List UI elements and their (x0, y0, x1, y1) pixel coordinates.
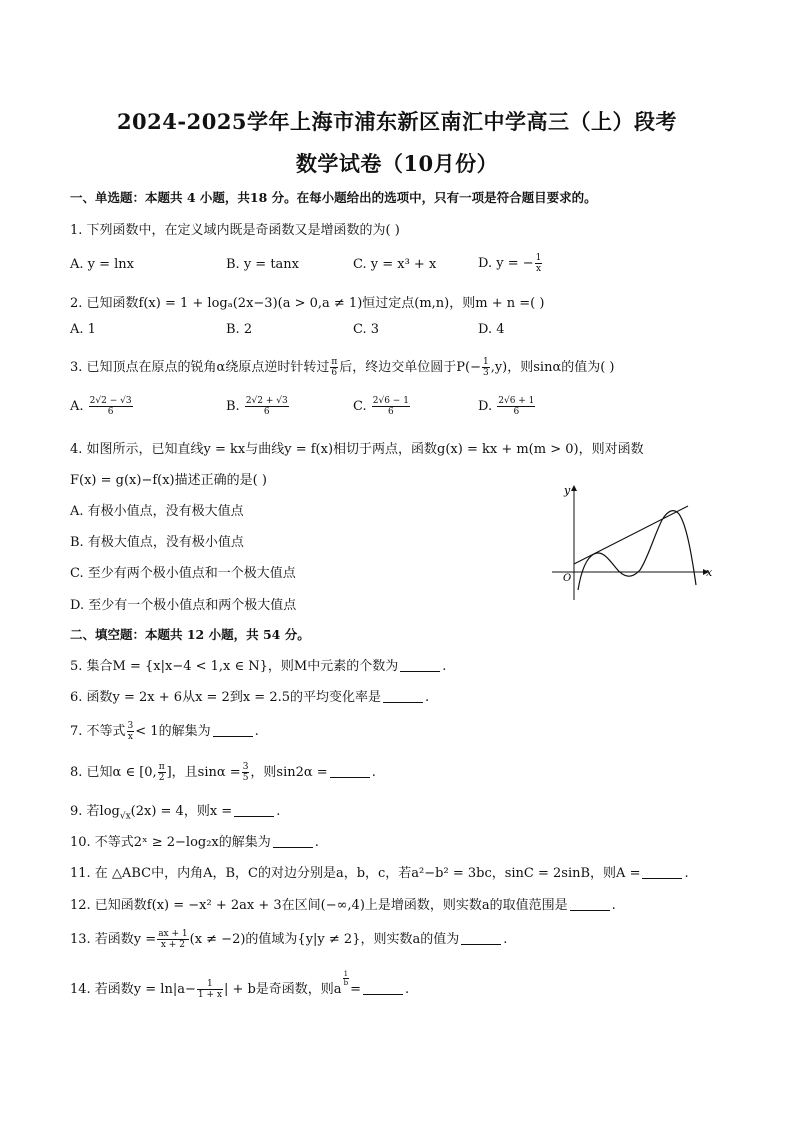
q4-option-b: B. 有极大值点，没有极小值点 (70, 535, 244, 550)
question-4-stem-line1: 4. 如图所示，已知直线y = kx与曲线y = f(x)相切于两点，函数g(x) = kx + m(m > 0)，则对函数 (70, 442, 644, 457)
q4-option-c: C. 至少有两个极小值点和一个极大值点 (70, 566, 296, 581)
curve-f (578, 511, 696, 590)
answer-blank (234, 816, 274, 817)
exam-title: 2024-2025学年上海市浦东新区南汇中学高三（上）段考 (116, 109, 678, 134)
question-9: 9. 若$\log_{√x}(2x) = 4$，则x = . (70, 804, 281, 822)
answer-blank (273, 847, 313, 848)
question-12: 12. 已知函数f(x) = −x² + 2ax + 3在区间(−∞,4)上是增函数，则实数a的取值范围是 . (70, 898, 616, 913)
q1-option-a: A. y = lnx (70, 257, 135, 272)
answer-blank (213, 736, 253, 737)
q3-option-b: B. $\frac{2√2 + √3}{6}$ (226, 396, 288, 417)
answer-blank (363, 994, 403, 995)
exam-subtitle: 数学试卷（10月份） (295, 151, 499, 176)
q2-option-a: A. 1 (70, 322, 96, 337)
question-11: 11. 在 △ABC中，内角A，B，C的对边分别是a，b，c，若a²−b² = 3bc，sinC = 2sinB，则A = . (70, 866, 689, 881)
x-axis-label: x (706, 566, 713, 579)
q1-option-c: C. y = x³ + x (353, 257, 437, 272)
answer-blank (400, 671, 440, 672)
question-8: 8. 已知α ∈ [0, $\frac{\pi}{2}$ ]，且sinα = $\frac{3}{5}$ ，则sin2α = . (70, 762, 376, 783)
q1-option-b: B. y = tanx (226, 257, 299, 272)
q1-option-d: D. y = − $\frac{1}{x}$ (478, 253, 542, 274)
q2-option-c: C. 3 (353, 322, 380, 337)
question-6: 6. 函数y = 2x + 6从x = 2到x = 2.5的平均变化率是 . (70, 690, 430, 705)
question-13: 13. 若函数y = $\frac{ax + 1}{x + 2}$ (x ≠ −2)的值域为{y|y ≠ 2}，则实数a的值为 . (70, 929, 508, 950)
question-10: 10. 不等式2ˣ ≥ 2−log₂x的解集为 . (70, 835, 319, 850)
origin-label: O (563, 573, 572, 584)
q3-option-a: A. $\frac{2√2 - √3}{6}$ (70, 396, 132, 417)
q2-option-b: B. 2 (226, 322, 253, 337)
question-2-stem: 2. 已知函数f(x) = 1 + logₐ(2x−3)(a > 0,a ≠ 1)恒过定点(m,n)，则m + n =( ) (70, 296, 545, 311)
answer-blank (330, 777, 370, 778)
y-axis-label: y (564, 484, 571, 497)
question-4-stem-line2: F(x) = g(x)−f(x)描述正确的是( ) (70, 473, 267, 488)
q4-function-graph (548, 480, 718, 605)
section-heading-single-choice: 一、单选题：本题共 4 小题，共18 分。在每小题给出的选项中，只有一项是符合题目要求的。 (70, 190, 597, 205)
q3-option-d: D. $\frac{2√6 + 1}{6}$ (478, 396, 535, 417)
q4-option-a: A. 有极小值点，没有极大值点 (70, 504, 244, 519)
answer-blank (383, 702, 423, 703)
q2-option-d: D. 4 (478, 322, 505, 337)
question-1-stem: 1. 下列函数中，在定义域内既是奇函数又是增函数的为( ) (70, 223, 400, 238)
q3-option-c: C. $\frac{2√6 - 1}{6}$ (353, 396, 409, 417)
answer-blank (642, 878, 682, 879)
q4-option-d: D. 至少有一个极小值点和两个极大值点 (70, 598, 297, 613)
question-7: 7. 不等式 $\frac{3}{x}$ < 1的解集为 . (70, 721, 259, 742)
question-3-stem: 3. 已知顶点在原点的锐角α绕原点逆时针转过 $\frac{\pi}{6}$ 后，终边交单位圆于P(− $\frac{1}{3}$ ,y)，则sinα的值为( ) (70, 357, 615, 378)
question-14: 14. 若函数y = ln|a− $\frac{1}{1 + x}$ | + b是奇函数，则a $^{\frac{1}{b}}$ = . (70, 970, 410, 1000)
answer-blank (570, 910, 610, 911)
question-5: 5. 集合M = {x|x−4 < 1,x ∈ N}，则M中元素的个数为 . (70, 659, 447, 674)
section-heading-fill-blank: 二、填空题：本题共 12 小题，共 54 分。 (70, 627, 310, 642)
answer-blank (461, 944, 501, 945)
